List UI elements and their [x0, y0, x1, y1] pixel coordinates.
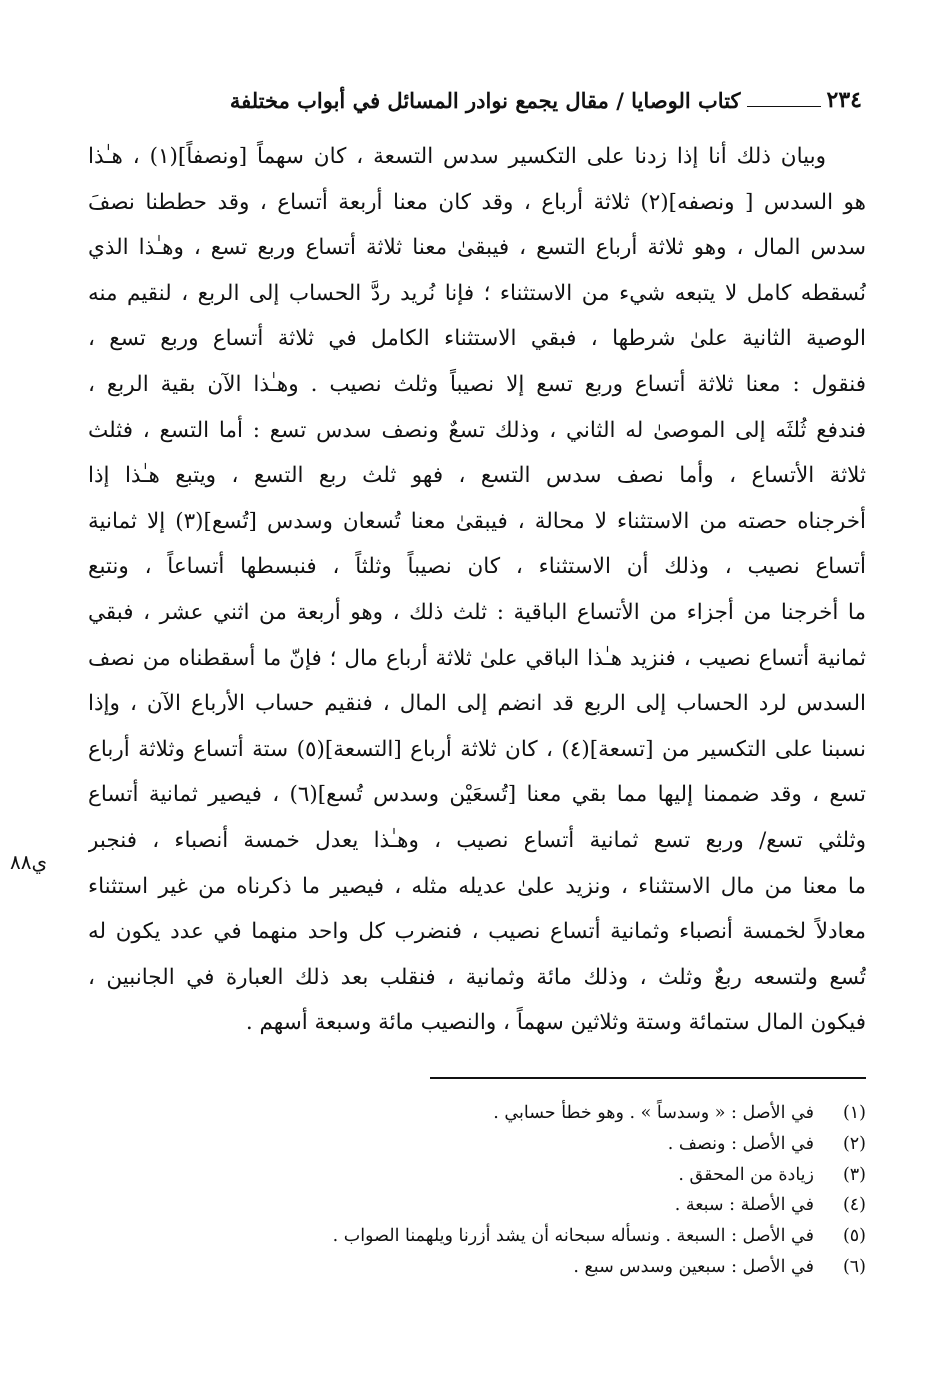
text-line: وبيان ذلك أنا إذا زدنا على التكسير سدس التسعة ، كان سهماً [ونصفاً](١) ، هـٰذا: [88, 144, 826, 169]
text-line: سدس المال ، وهو ثلاثة أرباع التسع ، فيبقىٰ معنا ثلاثة أتساع وربع تسع ، وهـٰذا الذي: [88, 235, 866, 261]
footnote-number: (٦): [842, 1256, 866, 1277]
footnotes: [180, 1098, 866, 1283]
text-line: معادلاً لخمسة أنصباء وثمانية أتساع نصيب ، فنضرب كل واحد منهما في عدد يكون له: [88, 919, 866, 945]
footnote-number: (١): [842, 1103, 866, 1123]
footnote-text: في الأصل : « وسدساً » . وهو خطأ حسابي .: [493, 1103, 814, 1123]
text-line: ثلاثة الأتساع ، وأما نصف سدس التسع ، فهو ثلث ربع التسع ، ويتبع هـٰذا إذا: [88, 463, 866, 489]
text-line: وثلثي تسع/ وربع تسع ثمانية أتساع نصيب ، وهـٰذا يعدل خمسة أنصباء ، فنجبر: [88, 827, 866, 853]
text-line: تُسع ولتسعه ربعٌ وثلث ، وذلك مائة وثمانية ، فنقلب بعد ذلك العبارة في الجانبين ،: [88, 964, 866, 990]
footnote-number: (٢): [842, 1133, 866, 1154]
footnote-text: زيادة من المحقق .: [678, 1164, 814, 1185]
footnote-number: (٤): [842, 1195, 866, 1216]
footnote-text: في الأصل : ونصف .: [667, 1133, 814, 1154]
page-number: ٢٣٤: [826, 87, 862, 113]
text-line: نسبنا على التكسير من [تسعة](٤) ، كان ثلاثة أرباع [التسعة](٥) ستة أتساع وثلاثة أرباع: [88, 736, 866, 762]
text-line: فندفع ثُلثَه إلى الموصىٰ له الثاني ، وذلك تسعٌ ونصف سدس تسع : أما التسع ، فثلث: [88, 417, 866, 443]
footnote: [180, 1160, 866, 1191]
main-text: [88, 134, 866, 1094]
footnote: [180, 1190, 866, 1221]
text-line: السدس لرد الحساب إلى الربع قد انضم إلى المال ، فنقيم حساب الأرباع الآن ، وإذا: [88, 691, 866, 717]
text-line: أتساع نصيب ، وذلك أن الاستثناء ، كان نصيباً وثلثاً ، فنبسطها أتساعاً ، ونتبع: [88, 554, 866, 580]
text-line: الوصية الثانية علىٰ شرطها ، فبقي الاستثناء الكامل في ثلاثة أتساع وربع تسع ،: [88, 326, 866, 352]
footnote-text: في الأصل : سبعين وسدس سبع .: [573, 1256, 814, 1277]
text-line: ثمانية أتساع نصيب ، فنزيد هـٰذا الباقي علىٰ ثلاثة أرباع مال ؛ فإنّ ما أسقطناه من نصف: [88, 645, 866, 671]
header-rule: [747, 106, 821, 107]
text-line: هو السدس [ ونصفه](٢) ثلاثة أرباع ، وقد كان معنا أربعة أتساع ، وقد حططنا نصفَ: [88, 189, 866, 215]
text-line: ما أخرجنا من أجزاء من الأتساع الباقية : ثلث ذلك ، وهو أربعة من اثني عشر ، فبقي: [88, 599, 866, 625]
footnote: [180, 1098, 866, 1129]
footnote: [180, 1129, 866, 1160]
footnote-number: (٥): [842, 1226, 866, 1247]
footnote-number: (٣): [842, 1164, 866, 1185]
text-line: أخرجناه حصته من الاستثناء لا محالة ، فيبقىٰ معنا تُسعان وسدس [تُسع](٣) إلا ثمانية: [88, 508, 866, 534]
text-line: ما معنا من مال الاستثناء ، ونزيد علىٰ عديله مثله ، فيصير ما ذكرناه من غير استثناء: [88, 873, 866, 899]
footnote-text: في الأصلة : سبعة .: [674, 1195, 814, 1216]
margin-folio-note: ي٨٨: [10, 850, 48, 874]
footnote-separator: [430, 1077, 866, 1079]
footnote: [180, 1252, 866, 1283]
text-line: تسع ، وقد ضممنا إليها مما بقي معنا [تُسعَيْن وسدس تُسع](٦) ، فيصير ثمانية أتساع: [88, 782, 866, 808]
footnote: [180, 1221, 866, 1252]
text-line: فنقول : معنا ثلاثة أتساع وربع تسع إلا نصيباً وثلث نصيب . وهـٰذا الآن بقية الربع ،: [88, 371, 866, 397]
footnote-text: في الأصل : السبعة . ونسأله سبحانه أن يشد أزرنا ويلهمنا الصواب .: [332, 1226, 814, 1247]
running-header: [92, 82, 862, 118]
text-line: نُسقطه كامل لا يتبعه شيء من الاستثناء ؛ فإنا نُريد ردَّ الحساب إلى الربع ، لنقيم منه: [88, 280, 866, 306]
header-title: كتاب الوصايا / مقال يجمع نوادر المسائل في أبواب مختلفة: [229, 87, 741, 113]
text-line: فيكون المال ستمائة وستة وثلاثين سهماً ، والنصيب مائة وسبعة أسهم .: [245, 1010, 866, 1036]
